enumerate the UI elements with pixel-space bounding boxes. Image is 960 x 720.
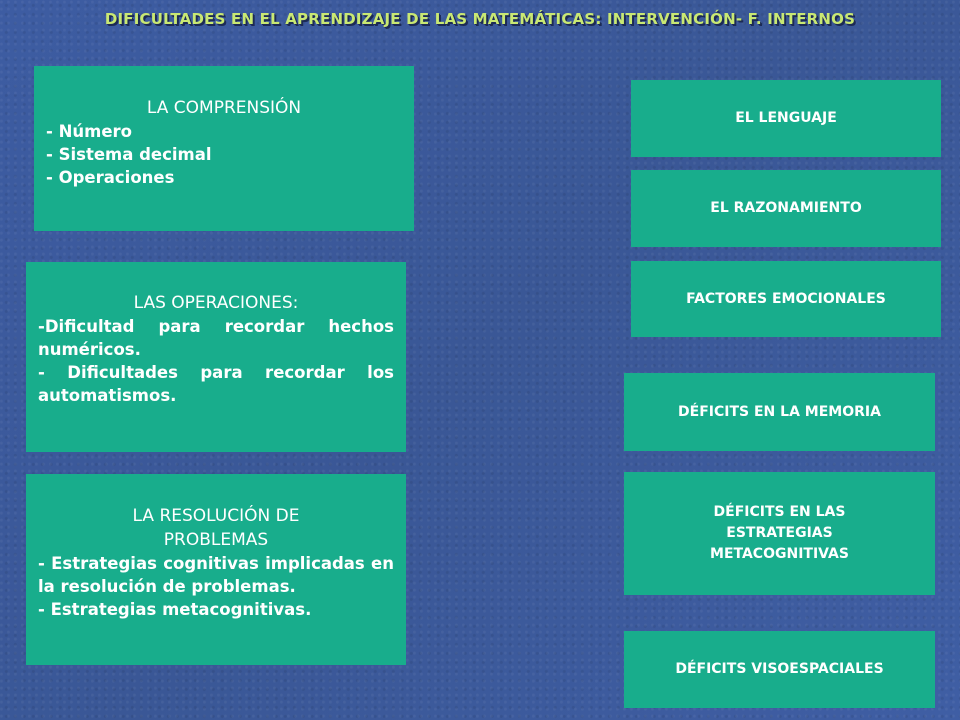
list-item: - Estrategias cognitivas implicadas en la resolución de problemas.: [38, 554, 394, 596]
box-lenguaje: EL LENGUAJE: [631, 80, 941, 157]
list-item: - Estrategias metacognitivas.: [38, 600, 312, 619]
box-resolucion: [26, 474, 406, 665]
list-item: - Dificultades para recordar los automatismos.: [38, 363, 394, 405]
box-operaciones: [26, 262, 406, 452]
box-comprension: [34, 66, 414, 231]
box-razonamiento: EL RAZONAMIENTO: [631, 170, 941, 247]
list-item: - Sistema decimal: [46, 145, 212, 164]
list-item: -Dificultad para recordar hechos numéricos.: [38, 317, 394, 359]
box-heading: LA RESOLUCIÓN DE PROBLEMAS: [132, 506, 300, 550]
box-factores-emocionales: FACTORES EMOCIONALES: [631, 261, 941, 337]
box-heading: LA COMPRENSIÓN: [146, 98, 302, 118]
box-deficits-visoespaciales: DÉFICITS VISOESPACIALES: [624, 631, 935, 708]
box-deficits-memoria: DÉFICITS EN LA MEMORIA: [624, 373, 935, 451]
box-heading: LAS OPERACIONES:: [133, 293, 299, 313]
list-item: - Número: [46, 122, 133, 141]
box-deficits-metacognitivas: DÉFICITS EN LAS ESTRATEGIAS METACOGNITIVAS: [624, 472, 935, 595]
list-item: - Operaciones: [46, 168, 175, 187]
slide-title: DIFICULTADES EN EL APRENDIZAJE DE LAS MATEMÁTICAS: INTERVENCIÓN- F. INTERNOS: [104, 10, 856, 28]
